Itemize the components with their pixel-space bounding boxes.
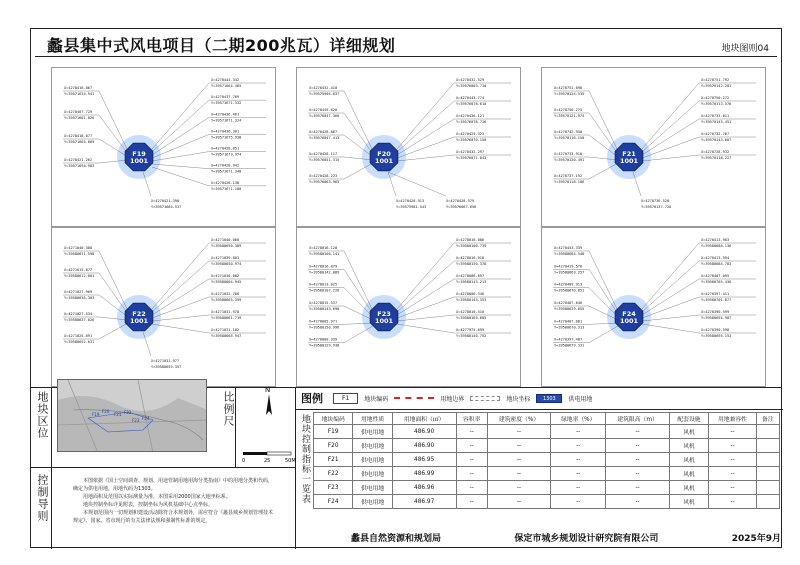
- parcel-panel-f19: [51, 67, 296, 232]
- coord-label: X=4278016.879: [309, 264, 338, 269]
- coord-label: Y=39580146.752: [456, 334, 487, 338]
- coord-label: X=4278016.120: [309, 246, 338, 250]
- coord-label: Y=39576078.716: [456, 120, 487, 124]
- legend-boundary-label: 用地边界: [440, 395, 465, 403]
- guideline-paragraph: 本规划范围内一切规划和建设活动除符合本规划外，需应符合《蠡县城乡规划管理技术规定》、国家、省市现行的有关法律法规和强制性标准的规定。: [73, 510, 274, 524]
- footer-org-1: 蠡县自然资源和规划局: [351, 534, 442, 544]
- coord-label: X=4278000.339: [309, 337, 338, 342]
- location-marker-f23: F23: [132, 418, 140, 423]
- coord-label: X=4271039.801: [211, 256, 240, 260]
- table-cell: --: [709, 425, 757, 439]
- table-cell: --: [551, 453, 606, 467]
- table-cell: --: [606, 495, 669, 509]
- coord-label: Y=39580143.353: [456, 298, 487, 302]
- coord-label: Y=39580652.631: [64, 340, 95, 344]
- table-cell: --: [551, 495, 606, 509]
- coord-label: X=4270432.529: [456, 78, 485, 82]
- coord-label: Y=39580679.331: [554, 343, 585, 348]
- coord-label: X=4270436.301: [211, 129, 240, 134]
- guideline-paragraph: 本图依据《国土空间调查、规划、用途管制用地用海分类指南》中的用地分类和代码，确定为供电用地，用地代码为1303。: [73, 478, 274, 492]
- parcel-drawing: [541, 67, 766, 227]
- table-cell: 486.90: [392, 439, 456, 453]
- coord-label: Y=39571673.974: [211, 152, 242, 157]
- parcel-panel-f23: [296, 227, 541, 392]
- table-cell: --: [709, 439, 757, 453]
- coord-label: X=4270425.323: [456, 132, 485, 136]
- table-cell: 风机: [669, 467, 708, 481]
- coord-label: X=4270409.913: [554, 282, 583, 287]
- coord-label: X=4270428.223: [309, 174, 338, 178]
- location-marker-f21: F21: [114, 412, 122, 417]
- coord-label: X=4278005.971: [309, 319, 338, 324]
- north-arrow: [259, 385, 279, 421]
- coord-label: X=4270751.698: [554, 86, 583, 90]
- coord-label: X=4270419.576: [554, 264, 583, 269]
- parcel-land-use-code: 1001: [619, 157, 639, 165]
- north-letter: N: [265, 386, 271, 394]
- parcel-code: F21: [622, 150, 636, 158]
- coord-label: X=4270742.930: [554, 130, 583, 134]
- coord-label: Y=39575904.837: [309, 92, 340, 96]
- table-cell: 风机: [669, 495, 708, 509]
- parcel-drawing: [541, 227, 766, 387]
- coord-label: Y=39580612.001: [64, 274, 95, 278]
- coord-label: Y=39570142.281: [701, 84, 732, 88]
- coord-label: Y=39580129.938: [309, 343, 340, 348]
- table-row: [314, 453, 780, 467]
- coord-label: Y=39580701.877: [701, 298, 732, 302]
- coord-label: X=4270418.077: [64, 134, 93, 138]
- index-table-label: 地块控制指标一览表: [300, 414, 310, 504]
- coord-label: X=4270750.275: [554, 108, 583, 112]
- legend: [301, 389, 781, 407]
- coord-label: X=4270728.932: [701, 150, 730, 154]
- coord-label: Y=39580106.141: [309, 252, 340, 256]
- table-cell: [756, 467, 779, 481]
- legend-coord-icon: [470, 396, 500, 401]
- parcel-drawing: [296, 227, 521, 387]
- table-cell: --: [487, 425, 550, 439]
- coord-label: X=4270428.867: [309, 130, 338, 134]
- coord-label: X=4270428.117: [309, 152, 338, 156]
- table-row: [314, 481, 780, 495]
- coord-label: Y=39571671.332: [211, 101, 242, 106]
- table-header-cell: 用地性质: [353, 413, 392, 425]
- table-cell: --: [551, 467, 606, 481]
- coord-label: X=4270733.611: [701, 114, 730, 118]
- table-header-cell: 地块编码: [314, 413, 353, 425]
- coord-label: Y=39570113.576: [701, 102, 732, 106]
- coord-label: Y=39580705.436: [701, 280, 732, 284]
- legend-boundary-icon: [394, 397, 434, 399]
- coord-label: X=4270445.620: [309, 108, 338, 112]
- legend-coord-label: 地块坐标: [506, 395, 531, 403]
- table-cell: --: [551, 481, 606, 495]
- coord-label: Y=39580684.548: [554, 252, 585, 256]
- coord-label: Y=39580655.357: [151, 365, 182, 369]
- table-header-cell: 配套设施: [669, 413, 708, 425]
- plan-sheet: [30, 28, 782, 548]
- coord-label: Y=39580650.389: [211, 244, 242, 248]
- coord-label: Y=39576070.150: [456, 138, 487, 142]
- parcel-panel-f20: [296, 67, 541, 232]
- table-cell: [756, 495, 779, 509]
- table-cell: --: [456, 425, 487, 439]
- parcel-panel-f24: [541, 227, 786, 392]
- parcel-index-table: [313, 412, 780, 509]
- coord-label: X=4270737.192: [554, 174, 583, 178]
- table-cell: --: [709, 467, 757, 481]
- coord-label: X=4278015.537: [309, 301, 338, 305]
- table-cell: --: [551, 425, 606, 439]
- table-header-cell: 建筑密度（%）: [487, 413, 550, 425]
- coord-label: Y=39580143.213: [456, 280, 487, 284]
- table-cell: --: [606, 439, 669, 453]
- parcel-land-use-code: 1001: [129, 157, 149, 165]
- coord-label: X=4270426.138: [211, 180, 240, 185]
- table-cell: 供电用地: [353, 481, 392, 495]
- coord-label: Y=39571665.069: [64, 140, 95, 144]
- coord-label: X=4270390.599: [701, 310, 730, 314]
- coord-label: Y=39580604.945: [211, 280, 242, 284]
- table-cell: 486.97: [392, 495, 456, 509]
- coord-label: X=4271027.534: [64, 312, 93, 316]
- parcel-panel-f22: [51, 227, 296, 392]
- coord-label: X=4270407.095: [701, 274, 730, 278]
- parcel-land-use-code: 1001: [619, 317, 639, 325]
- coord-label: X=4278016.886: [456, 238, 485, 242]
- parcel-code: F22: [132, 310, 146, 318]
- coord-label: Y=39576051.315: [309, 158, 340, 162]
- coord-label: X=4277975.699: [456, 328, 485, 332]
- coord-label: X=4271032.708: [211, 292, 240, 296]
- coord-label: Y=39580631.598: [64, 252, 95, 256]
- coord-label: X=4270432.410: [309, 86, 338, 90]
- coord-label: X=4270407.001: [554, 319, 583, 324]
- coord-label: X=4270428.851: [211, 146, 240, 151]
- coord-label: X=4270751.792: [701, 78, 730, 82]
- table-cell: --: [456, 467, 487, 481]
- coord-label: X=4271031.102: [211, 328, 240, 332]
- coord-label: Y=39571694.903: [64, 164, 95, 168]
- coord-label: Y=39580665.947: [211, 334, 242, 338]
- table-cell: --: [456, 481, 487, 495]
- legend-code-sample: F1: [333, 393, 358, 404]
- coord-label: Y=39580637.026: [64, 318, 95, 322]
- coord-label: Y=39576071.843: [456, 156, 487, 160]
- table-header-cell: 用地面积（㎡）: [392, 413, 456, 425]
- table-cell: 供电用地: [353, 453, 392, 467]
- location-map: [57, 379, 207, 452]
- table-cell: --: [487, 439, 550, 453]
- map-sheet-id: 地块图则04: [721, 44, 769, 54]
- footer: [351, 531, 781, 544]
- scale-tick-25: 25: [264, 458, 271, 464]
- coord-label: X=4270390.598: [701, 328, 730, 332]
- parcel-drawing: [51, 227, 276, 387]
- coord-label: Y=39580694.907: [701, 316, 732, 320]
- guideline-paragraph: 用地面积及范围以实际测量为准，本图采用2000国家大地坐标系。: [83, 494, 231, 500]
- coord-label: Y=39571671.324: [211, 118, 242, 123]
- coord-label: X=4271040.060: [211, 238, 240, 242]
- coord-label: Y=39580165.685: [456, 316, 487, 320]
- coord-label: X=4271031.977: [151, 359, 180, 363]
- scale-bar: [241, 449, 296, 463]
- table-cell: --: [487, 453, 550, 467]
- coord-label: X=4270436.461: [211, 112, 240, 117]
- footer-date: 2025年9月: [731, 534, 781, 544]
- table-cell: 风机: [669, 425, 708, 439]
- coord-label: Y=39580150.996: [309, 325, 340, 330]
- coord-label: X=4270416.867: [64, 86, 93, 90]
- coord-label: Y=39571664.465: [211, 84, 242, 88]
- coord-label: X=4271027.969: [64, 290, 93, 294]
- coord-label: Y=39580650.974: [211, 262, 242, 266]
- coord-label: Y=39570116.150: [554, 136, 585, 140]
- coord-label: X=4270413.994: [701, 256, 730, 260]
- table-row: [314, 467, 780, 481]
- coord-label: Y=39580665.399: [211, 298, 242, 302]
- legend-use-swatch: 1303: [536, 394, 562, 403]
- table-header-cell: 备注: [756, 413, 779, 425]
- coord-label: X=4270397.487: [554, 337, 583, 342]
- table-cell: --: [606, 467, 669, 481]
- control-guidelines-text: [73, 477, 273, 525]
- coord-label: X=4271031.978: [211, 310, 240, 314]
- table-cell: --: [606, 481, 669, 495]
- coord-label: X=4270428.913: [396, 199, 425, 203]
- table-cell: F24: [314, 495, 353, 509]
- coord-label: X=4270750.272: [701, 96, 730, 100]
- coord-label: Y=39570120.491: [554, 158, 585, 162]
- table-header-cell: 绿地率（%）: [551, 413, 606, 425]
- coord-label: X=4278013.025: [309, 282, 338, 287]
- coord-label: Y=39570143.451: [701, 120, 732, 124]
- parcel-land-use-code: 1001: [374, 157, 394, 165]
- table-cell: [756, 425, 779, 439]
- coord-label: Y=39571671.348: [211, 169, 242, 174]
- table-cell: 风机: [669, 481, 708, 495]
- table-cell: F23: [314, 481, 353, 495]
- parcel-code: F19: [132, 150, 146, 158]
- coord-label: X=4270443.774: [456, 96, 485, 100]
- table-cell: 486.96: [392, 481, 456, 495]
- coord-label: Y=39570118.227: [701, 156, 732, 160]
- table-cell: [756, 453, 779, 467]
- coord-label: X=4270432.297: [456, 150, 485, 154]
- coord-label: X=4270736.528: [641, 199, 670, 203]
- coord-label: Y=39580670.051: [554, 288, 585, 293]
- control-guide-label: 控制导则: [36, 474, 49, 522]
- coord-label: Y=39570143.607: [701, 138, 732, 142]
- coord-label: Y=39570124.535: [554, 92, 585, 96]
- table-row: [314, 425, 780, 439]
- coord-label: Y=39571634.941: [64, 92, 95, 96]
- coord-label: X=4270732.767: [701, 132, 730, 136]
- parcel-drawing: [51, 67, 276, 227]
- coord-label: Y=39580156.378: [456, 262, 487, 266]
- location-marker-f19: F19: [92, 412, 100, 417]
- coord-label: X=4270407.646: [554, 301, 583, 305]
- coord-label: X=4270421.390: [151, 199, 180, 203]
- coord-label: Y=39576063.965: [309, 180, 340, 184]
- guideline-paragraph: 地块控制坐标详见附表，控制坐标为风机基础中心点坐标。: [83, 502, 214, 508]
- coord-label: X=4270437.769: [211, 95, 240, 100]
- coord-label: X=4271030.082: [211, 274, 240, 278]
- coord-label: X=4271025.891: [64, 334, 93, 338]
- coord-label: Y=39580629.055: [554, 307, 585, 311]
- coord-label: Y=39576078.610: [456, 102, 487, 106]
- table-cell: 486.99: [392, 467, 456, 481]
- table-cell: --: [456, 439, 487, 453]
- parcel-code: F20: [377, 150, 391, 158]
- table-cell: 风机: [669, 453, 708, 467]
- coord-label: Y=39571675.938: [211, 135, 242, 140]
- location-marker-f20: F20: [102, 409, 110, 414]
- table-cell: F20: [314, 439, 353, 453]
- table-cell: --: [487, 467, 550, 481]
- coord-label: X=4278010.510: [456, 310, 485, 314]
- page-title: 蠡县集中式风电项目（二期200兆瓦）详细规划: [47, 36, 396, 55]
- coord-label: Y=39576047.366: [309, 114, 340, 118]
- legend-title: 图例: [301, 392, 323, 405]
- coord-label: Y=39580636.303: [64, 296, 95, 300]
- coord-label: Y=39570121.974: [554, 114, 585, 118]
- coord-label: Y=39580106.735: [456, 244, 487, 248]
- scale-tick-50: 50M: [285, 458, 296, 464]
- table-cell: 供电用地: [353, 439, 392, 453]
- table-cell: [756, 439, 779, 453]
- footer-org-2: 保定市城乡规划设计研究院有限公司: [514, 534, 659, 544]
- table-cell: F22: [314, 467, 353, 481]
- scale-tick-0: 0: [242, 458, 246, 464]
- parcel-code: F24: [622, 310, 636, 318]
- parcel-panel-f21: [541, 67, 786, 232]
- table-cell: 486.90: [392, 425, 456, 439]
- legend-code-label: 地块编码: [364, 395, 389, 403]
- table-cell: F21: [314, 453, 353, 467]
- coord-label: X=4278016.918: [456, 256, 485, 260]
- location-marker-f22: F22: [124, 410, 132, 415]
- location-label: 地块区位: [36, 391, 49, 439]
- coord-label: X=4270733.910: [554, 152, 583, 156]
- coord-label: X=4270436.121: [456, 114, 485, 118]
- table-cell: --: [456, 453, 487, 467]
- table-cell: 供电用地: [353, 425, 392, 439]
- table-cell: --: [456, 495, 487, 509]
- parcel-land-use-code: 1001: [129, 317, 149, 325]
- coord-label: Y=39580695.153: [701, 334, 732, 338]
- parcel-drawing: [296, 67, 521, 227]
- legend-use-label: 供电用地: [568, 395, 593, 403]
- coord-label: X=4271040.388: [64, 246, 93, 250]
- table-row: [314, 439, 780, 453]
- table-cell: --: [709, 481, 757, 495]
- coord-label: Y=39580143.690: [309, 307, 340, 311]
- coord-label: Y=39571664.537: [151, 205, 182, 209]
- coord-label: Y=39570137.720: [641, 205, 672, 209]
- coord-label: X=4270397.411: [701, 292, 730, 296]
- table-cell: 风机: [669, 439, 708, 453]
- coord-label: Y=39571671.180: [211, 186, 242, 191]
- table-cell: --: [551, 439, 606, 453]
- table-cell: [756, 481, 779, 495]
- table-row: [314, 495, 780, 509]
- table-cell: 供电用地: [353, 495, 392, 509]
- table-cell: F19: [314, 425, 353, 439]
- coord-label: Y=39580142.889: [309, 270, 340, 275]
- coord-label: Y=39580688.136: [701, 244, 732, 248]
- coord-label: Y=39580663.257: [554, 270, 585, 275]
- table-cell: 486.95: [392, 453, 456, 467]
- table-cell: --: [606, 453, 669, 467]
- table-header-cell: 用地兼容性: [709, 413, 757, 425]
- table-cell: --: [487, 495, 550, 509]
- scale-label: 比例尺: [222, 391, 235, 427]
- table-cell: --: [487, 481, 550, 495]
- coord-label: Y=39576047.413: [309, 136, 340, 140]
- coord-label: X=4270428.942: [211, 163, 240, 168]
- coord-label: Y=39580670.313: [554, 325, 585, 330]
- coord-label: X=4271015.877: [64, 268, 93, 272]
- coord-label: X=4278006.346: [456, 292, 485, 296]
- coord-label: X=4270421.262: [64, 158, 93, 162]
- coord-label: Y=39576003.710: [456, 84, 487, 88]
- coord-label: Y=39575981.543: [396, 205, 427, 209]
- parcel-land-use-code: 1001: [374, 317, 394, 325]
- coord-label: X=4270413.903: [701, 238, 730, 242]
- coord-label: X=4270443.339: [554, 246, 583, 250]
- table-header-cell: 建筑限高（m）: [606, 413, 669, 425]
- location-marker-f24: F24: [142, 416, 150, 421]
- coord-label: X=4270407.729: [64, 110, 93, 114]
- table-cell: --: [709, 495, 757, 509]
- coord-label: Y=39576067.656: [446, 205, 477, 209]
- parcel-code: F23: [377, 310, 391, 318]
- coord-label: Y=39580107.226: [309, 288, 340, 293]
- table-header-cell: 容积率: [456, 413, 487, 425]
- coord-label: X=4270444.342: [211, 78, 240, 82]
- coord-label: X=4278006.697: [456, 274, 485, 278]
- coord-label: Y=39571601.026: [64, 116, 95, 120]
- parcel-plot-area: [31, 57, 783, 387]
- coord-label: X=4270428.579: [446, 199, 475, 203]
- coord-label: Y=39580684.783: [701, 262, 732, 266]
- table-cell: 供电用地: [353, 467, 392, 481]
- table-cell: --: [606, 425, 669, 439]
- table-cell: --: [709, 453, 757, 467]
- coord-label: Y=39580661.719: [211, 316, 242, 320]
- coord-label: Y=39570118.186: [554, 180, 585, 184]
